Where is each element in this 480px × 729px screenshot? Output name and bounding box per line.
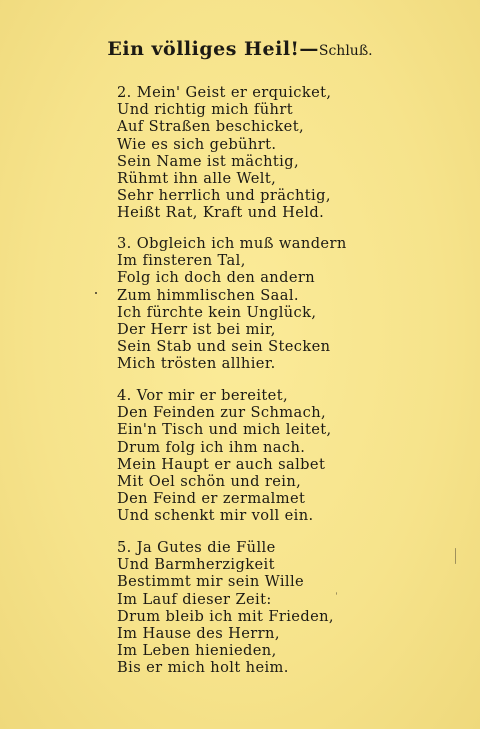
verse-line: Und Barmherzigkeit — [117, 556, 275, 574]
verse-line: Mich trösten allhier. — [117, 355, 276, 373]
title-dash: — — [299, 38, 319, 60]
verse-line: Mit Oel schön und rein, — [117, 472, 302, 490]
verse-line: Ein'n Tisch und mich leitet, — [117, 421, 332, 439]
verse-line: Mein Haupt er auch salbet — [117, 455, 326, 473]
verse-line: Sehr herrlich und prächtig, — [117, 187, 331, 205]
verse-line: Ich fürchte kein Unglück, — [117, 303, 317, 321]
verse-line: Zum himmlischen Saal. — [117, 286, 299, 304]
verse-line: Bis er mich holt heim. — [117, 659, 289, 677]
verse-line: Im Leben hienieden, — [117, 642, 277, 660]
verse-line: Sein Stab und sein Stecken — [117, 338, 331, 356]
page-title — [0, 38, 480, 60]
verse-line: Und richtig mich führt — [117, 101, 293, 119]
verse-line: Im Lauf dieser Zeit: — [117, 590, 272, 608]
verse-line: Wie es sich gebührt. — [117, 135, 277, 153]
title-continuation: Schluß. — [318, 43, 373, 59]
verse-line: Bestimmt mir sein Wille — [117, 573, 305, 591]
verse-line: Im Hause des Herrn, — [117, 624, 280, 642]
verse-line: 2. Mein' Geist er erquicket, — [117, 84, 332, 101]
verse-line: Im finsteren Tal, — [117, 252, 246, 270]
verse-line: Rühmt ihn alle Welt, — [117, 169, 277, 187]
verse-line: Den Feinden zur Schmach, — [117, 404, 327, 422]
verse-line: Den Feind er zermalmet — [117, 490, 306, 508]
paper-speck — [455, 548, 456, 564]
verse-line: Der Herr ist bei mir, — [117, 320, 276, 338]
verse-line: Drum bleib ich mit Frieden, — [117, 607, 334, 625]
stanza-3 — [117, 235, 447, 373]
verse-line: Sein Name ist mächtig, — [117, 152, 300, 170]
hymn-title: Ein völliges Heil! — [107, 38, 300, 60]
paper-speck — [95, 292, 97, 294]
stanza-2 — [117, 84, 447, 222]
verse-line: Drum folg ich ihm nach. — [117, 438, 306, 456]
verse-line: 4. Vor mir er bereitet, — [117, 387, 288, 404]
verse-line: Heißt Rat, Kraft und Held. — [117, 204, 325, 222]
stanza-4 — [117, 387, 447, 525]
paper-speck — [336, 592, 337, 595]
verse-line: 3. Obgleich ich muß wandern — [117, 235, 347, 252]
stanza-5 — [117, 539, 447, 677]
verse-line: Auf Straßen beschicket, — [117, 118, 305, 136]
verse-line: Folg ich doch den andern — [117, 269, 316, 287]
verse-line: Und schenkt mir voll ein. — [117, 507, 314, 525]
verse-line: 5. Ja Gutes die Fülle — [117, 539, 276, 556]
